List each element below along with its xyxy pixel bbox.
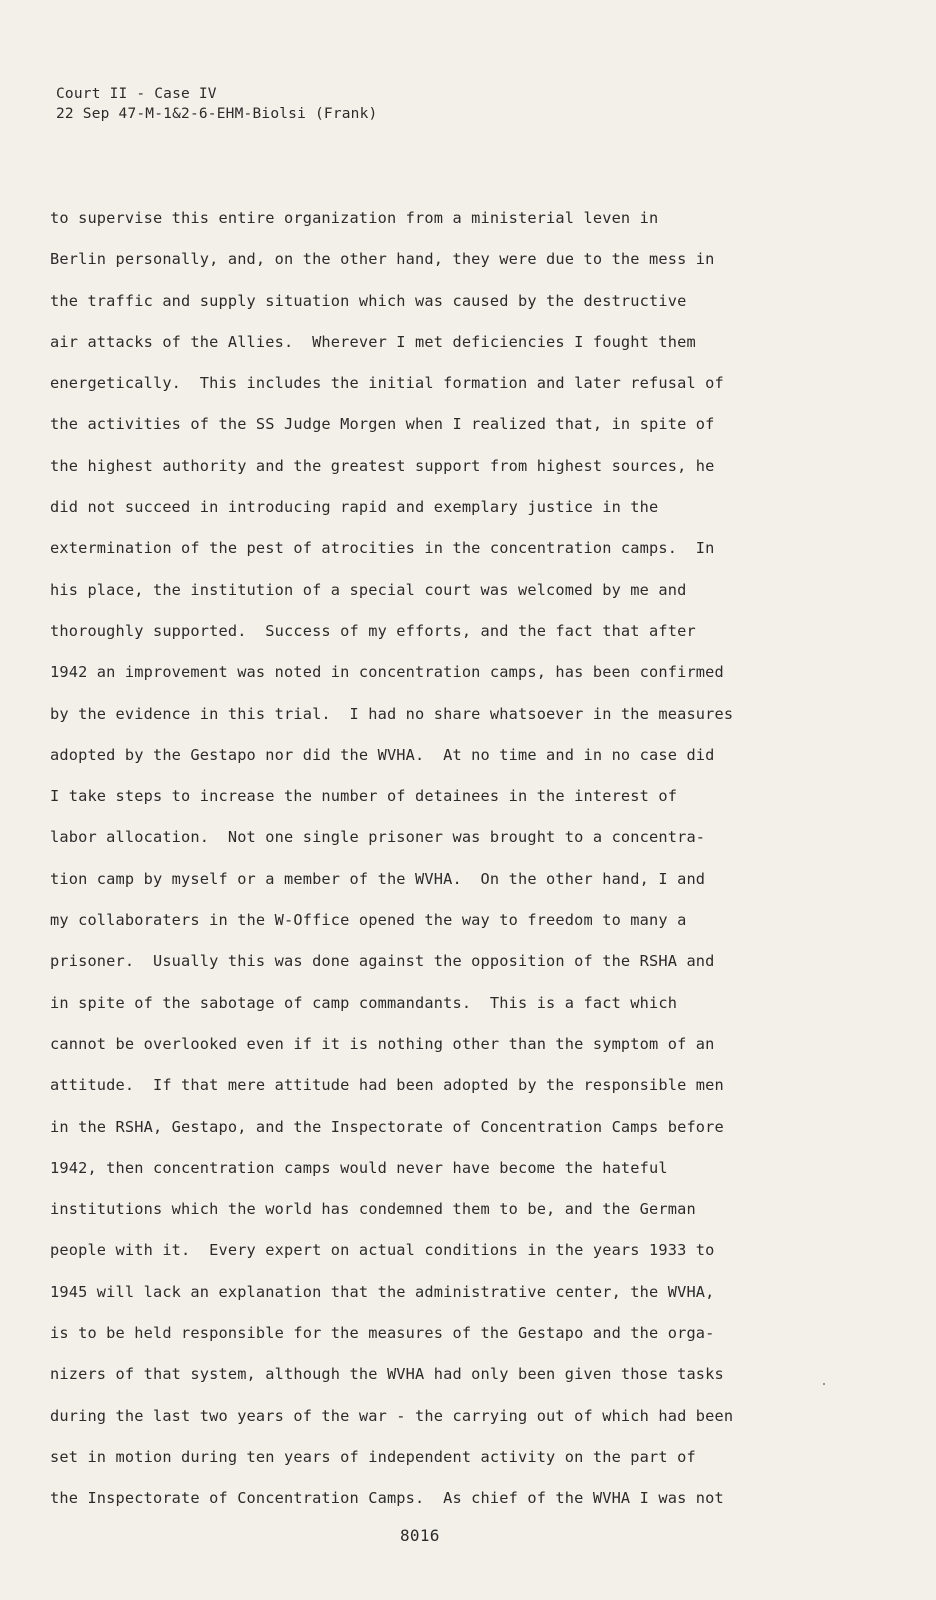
text-line: during the last two years of the war - the carrying out of which had been: [50, 1406, 734, 1425]
document-header: [56, 84, 377, 124]
text-line: Berlin personally, and, on the other hand, they were due to the mess in: [50, 250, 715, 269]
paper-speck: [823, 1383, 825, 1385]
text-line: extermination of the pest of atrocities in the concentration camps. In: [50, 539, 715, 558]
text-line: in the RSHA, Gestapo, and the Inspectorate of Concentration Camps before: [50, 1117, 724, 1136]
text-line: tion camp by myself or a member of the WVHA. On the other hand, I and: [50, 869, 706, 888]
header-court-case: Court II - Case IV: [56, 86, 217, 102]
text-line: thoroughly supported. Success of my efforts, and the fact that after: [50, 621, 696, 640]
text-line: prisoner. Usually this was done against the opposition of the RSHA and: [50, 952, 715, 971]
text-line: in spite of the sabotage of camp commandants. This is a fact which: [50, 993, 678, 1012]
text-line: 1945 will lack an explanation that the administrative center, the WVHA,: [50, 1282, 715, 1301]
text-line: set in motion during ten years of independent activity on the part of: [50, 1447, 696, 1466]
text-line: his place, the institution of a special court was welcomed by me and: [50, 580, 687, 599]
text-line: energetically. This includes the initial formation and later refusal of: [50, 374, 724, 393]
text-line: I take steps to increase the number of detainees in the interest of: [50, 787, 678, 806]
body-text: [50, 204, 880, 1526]
text-line: the traffic and supply situation which was caused by the destructive: [50, 291, 687, 310]
text-line: by the evidence in this trial. I had no share whatsoever in the measures: [50, 704, 734, 723]
text-line: institutions which the world has condemned them to be, and the German: [50, 1200, 696, 1219]
text-line: the highest authority and the greatest support from highest sources, he: [50, 456, 715, 475]
text-line: adopted by the Gestapo nor did the WVHA. At no time and in no case did: [50, 745, 715, 764]
text-line: 1942 an improvement was noted in concentration camps, has been confirmed: [50, 663, 724, 682]
text-line: people with it. Every expert on actual conditions in the years 1933 to: [50, 1241, 715, 1260]
text-line: cannot be overlooked even if it is nothing other than the symptom of an: [50, 1034, 715, 1053]
text-line: is to be held responsible for the measures of the Gestapo and the orga-: [50, 1324, 715, 1343]
text-line: 1942, then concentration camps would never have become the hateful: [50, 1158, 668, 1177]
text-line: the Inspectorate of Concentration Camps. As chief of the WVHA I was not: [50, 1489, 724, 1508]
text-line: to supervise this entire organization from a ministerial leven in: [50, 209, 659, 227]
page-number: 8016: [400, 1526, 440, 1545]
text-line: my collaboraters in the W-Office opened the way to freedom to many a: [50, 911, 687, 930]
text-line: nizers of that system, although the WVHA had only been given those tasks: [50, 1365, 724, 1384]
text-line: did not succeed in introducing rapid and exemplary justice in the: [50, 498, 659, 517]
text-line: attitude. If that mere attitude had been adopted by the responsible men: [50, 1076, 724, 1095]
text-line: labor allocation. Not one single prisoner was brought to a concentra-: [50, 828, 706, 847]
text-line: the activities of the SS Judge Morgen when I realized that, in spite of: [50, 415, 715, 434]
text-line: air attacks of the Allies. Wherever I met deficiencies I fought them: [50, 332, 696, 351]
header-date-reference: 22 Sep 47-M-1&2-6-EHM-Biolsi (Frank): [56, 106, 378, 122]
